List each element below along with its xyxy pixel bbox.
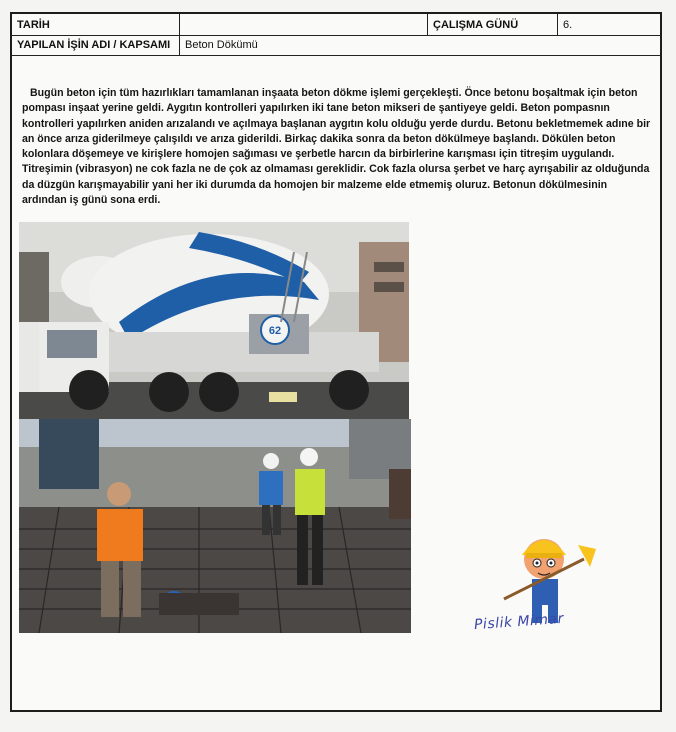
mixer-truck-photo [19,222,409,430]
workers-slab-image [19,419,411,633]
logo-text: Pislik Mimar [473,610,565,634]
work-day-label: ÇALIŞMA GÜNÜ [428,14,558,35]
date-label: TARİH [12,14,180,35]
report-paragraph: Bugün beton için tüm hazırlıkları tamamlanan inşaata beton dökme işlemi gerçekleşti. Önce betonu boşaltmak için beton pompası inşaat yerine geldi. Aygıtın kontrolleri yapılırken iki tane beton mikseri de şantiyeye geldi. Beton pompasnın kontrolleri yapılırken aniden arızalandı ve açılmaya başlanan aygıtın kolu olduğu yerde durdu. Betonu bekletmemek adıne bir an önce arıza giderilmeye çalışıldı ve arıza giderildi. Birkaç dakika sonra da beton dökülmeye başlandı. Dökülen beton kolonlara döşemeye ve kirişlere homojen sağıması ve şerbetle harcın da birbirlerine karışması için titreşim uygulandı. Titreşimin (vibrasyon) ne cok fazla ne de çok az olmaması gereklidir. Cok fazla olursa şerbet ve harç ayrışabilir az olduğunda da düzgün karışmayabilir yani her iki durumda da homojen bir malzeme elde etmemiş oluruz. Betonun dökülmesinin ardından iş günü sona erdi. [22,87,651,207]
truck-number: 62 [268,325,282,337]
report-body [22,86,654,208]
report-sheet [10,12,662,712]
header-row-date [12,14,660,36]
workers-slab-photo [19,419,411,633]
scope-label: YAPILAN İŞİN ADI / KAPSAMI [12,35,180,55]
scope-value: Beton Dökümü [185,39,258,51]
work-day-value: 6. [563,18,573,31]
header-row-scope [12,35,660,56]
mixer-truck-image [19,222,409,430]
date-value [180,14,428,35]
